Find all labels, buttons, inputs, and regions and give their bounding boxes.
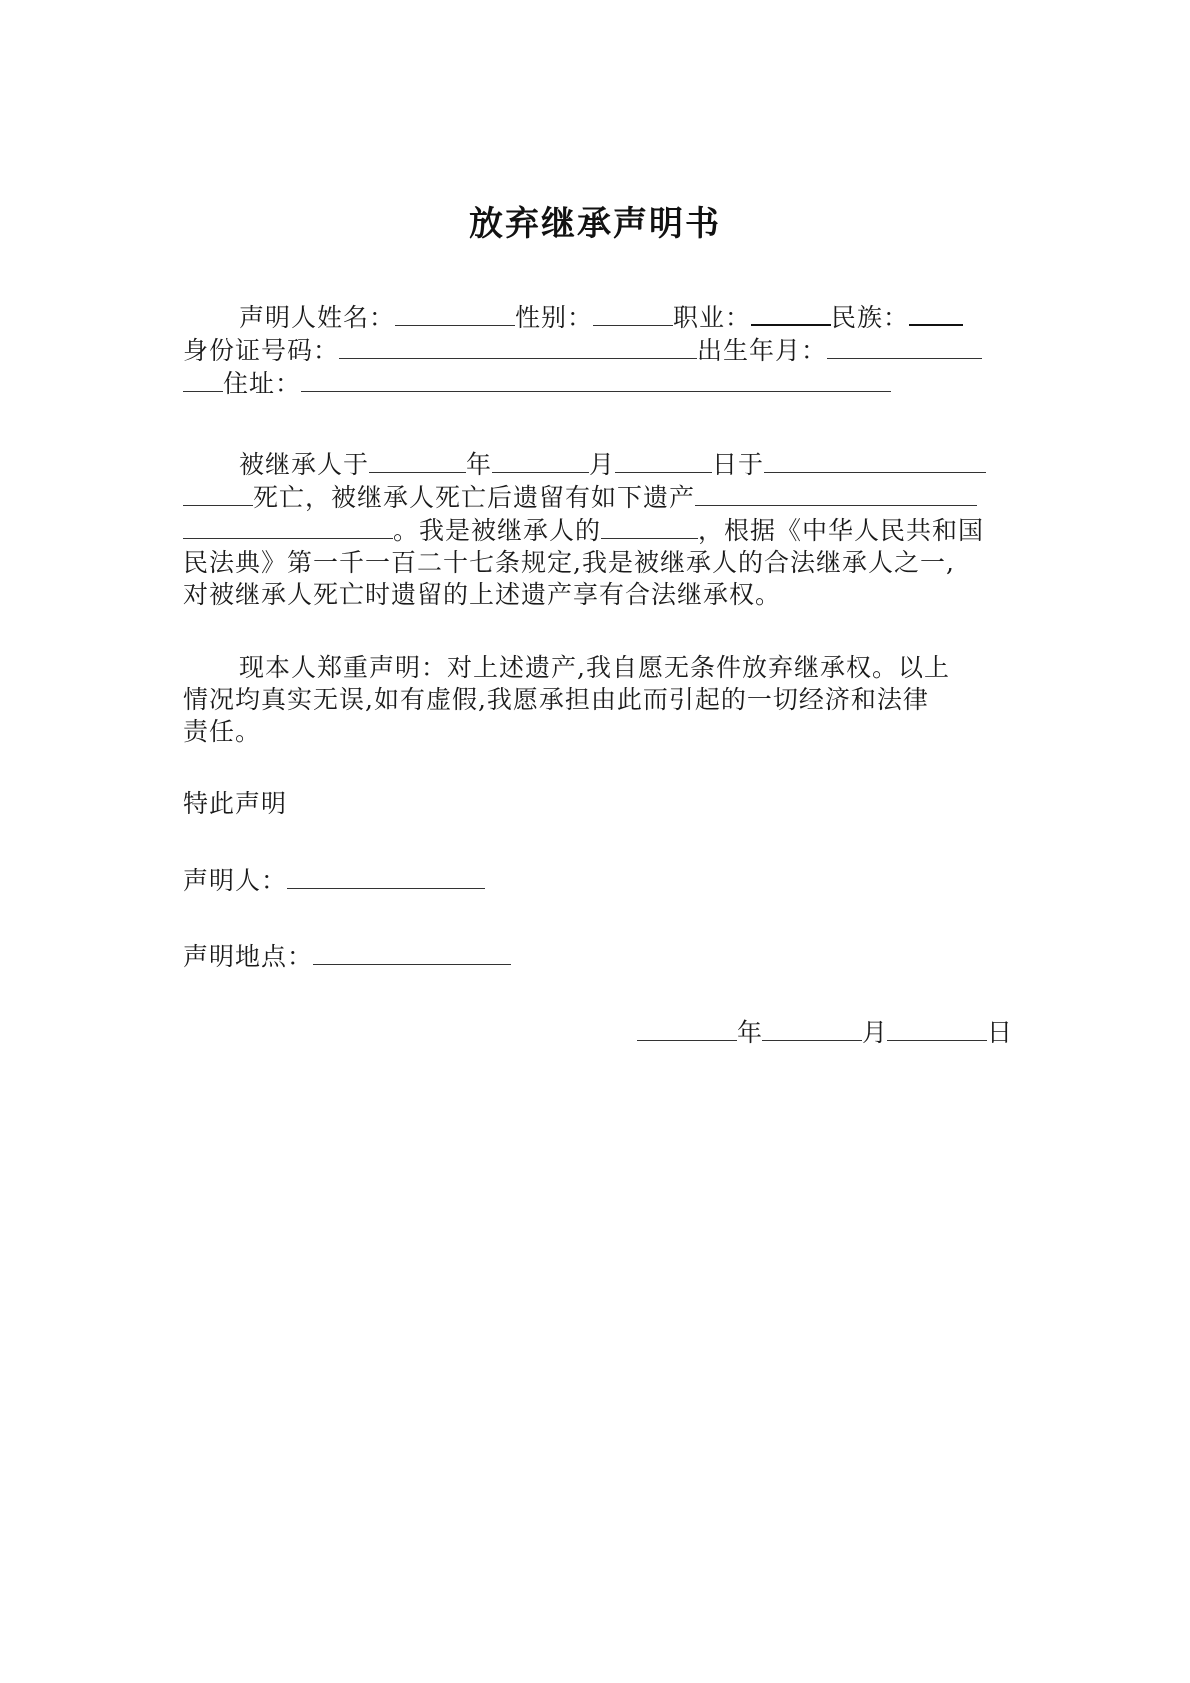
gender-blank[interactable] [593, 301, 673, 326]
death-place-blank-cont[interactable] [183, 481, 253, 506]
sign-month-label: 月 [861, 1018, 887, 1047]
death-month-blank[interactable] [492, 448, 589, 473]
name-blank[interactable] [395, 301, 515, 326]
day-at-label: 日于 [712, 450, 765, 479]
estate-blank[interactable] [695, 481, 977, 506]
declarant-label: 声明人： [183, 866, 288, 895]
relation-blank[interactable] [601, 514, 698, 539]
occupation-blank[interactable] [751, 300, 831, 326]
name-label: 声明人姓名： [239, 303, 396, 332]
renounce-line-2: 情况均真实无误,如有虚假,我愿承担由此而引起的一切经济和法律 [183, 685, 929, 714]
ethnicity-label: 民族： [831, 303, 910, 332]
renounce-paragraph [183, 652, 1013, 748]
closing-statement: 特此声明 [183, 789, 288, 818]
estate-text: 死亡，被继承人死亡后遗留有如下遗产 [253, 483, 696, 512]
id-number-label: 身份证号码： [183, 336, 340, 365]
ethnicity-blank[interactable] [909, 300, 963, 326]
death-place-blank[interactable] [764, 448, 986, 473]
signing-date-row [637, 1016, 1012, 1049]
sign-day-blank[interactable] [887, 1016, 987, 1041]
birth-date-blank-cont[interactable] [183, 367, 223, 392]
death-day-blank[interactable] [615, 448, 712, 473]
renounce-line-1: 现本人郑重声明：对上述遗产,我自愿无条件放弃继承权。以上 [239, 653, 950, 682]
declarant-row [183, 864, 485, 897]
sign-year-blank[interactable] [637, 1016, 737, 1041]
declarant-signature-blank[interactable] [287, 864, 485, 889]
inheritance-paragraph [183, 448, 1013, 611]
legal-basis-line: 民法典》第一千一百二十七条规定,我是被继承人的合法继承人之一, [183, 548, 955, 577]
civil-code-text: ，根据《中华人民共和国 [698, 516, 985, 545]
sign-month-blank[interactable] [762, 1016, 862, 1041]
occupation-label: 职业： [673, 303, 752, 332]
birth-date-blank[interactable] [827, 334, 982, 359]
relation-text: 。我是被继承人的 [393, 516, 602, 545]
death-year-blank[interactable] [369, 448, 466, 473]
month-label: 月 [589, 450, 616, 479]
estate-blank-cont[interactable] [183, 514, 393, 539]
renounce-line-3: 责任。 [183, 717, 262, 746]
year-label: 年 [466, 450, 493, 479]
address-label: 住址： [223, 369, 302, 398]
birth-date-label: 出生年月： [697, 336, 828, 365]
place-row [183, 940, 511, 973]
sign-year-label: 年 [736, 1018, 762, 1047]
sign-day-label: 日 [986, 1018, 1012, 1047]
decedent-text: 被继承人于 [239, 450, 370, 479]
document-title: 放弃继承声明书 [469, 204, 721, 244]
inheritance-right-line: 对被继承人死亡时遗留的上述遗产享有合法继承权。 [183, 580, 782, 609]
id-number-blank[interactable] [339, 334, 697, 359]
place-label: 声明地点： [183, 942, 314, 971]
address-blank[interactable] [301, 367, 891, 392]
personal-info-section [183, 300, 1013, 400]
gender-label: 性别： [515, 303, 594, 332]
place-blank[interactable] [313, 940, 511, 965]
